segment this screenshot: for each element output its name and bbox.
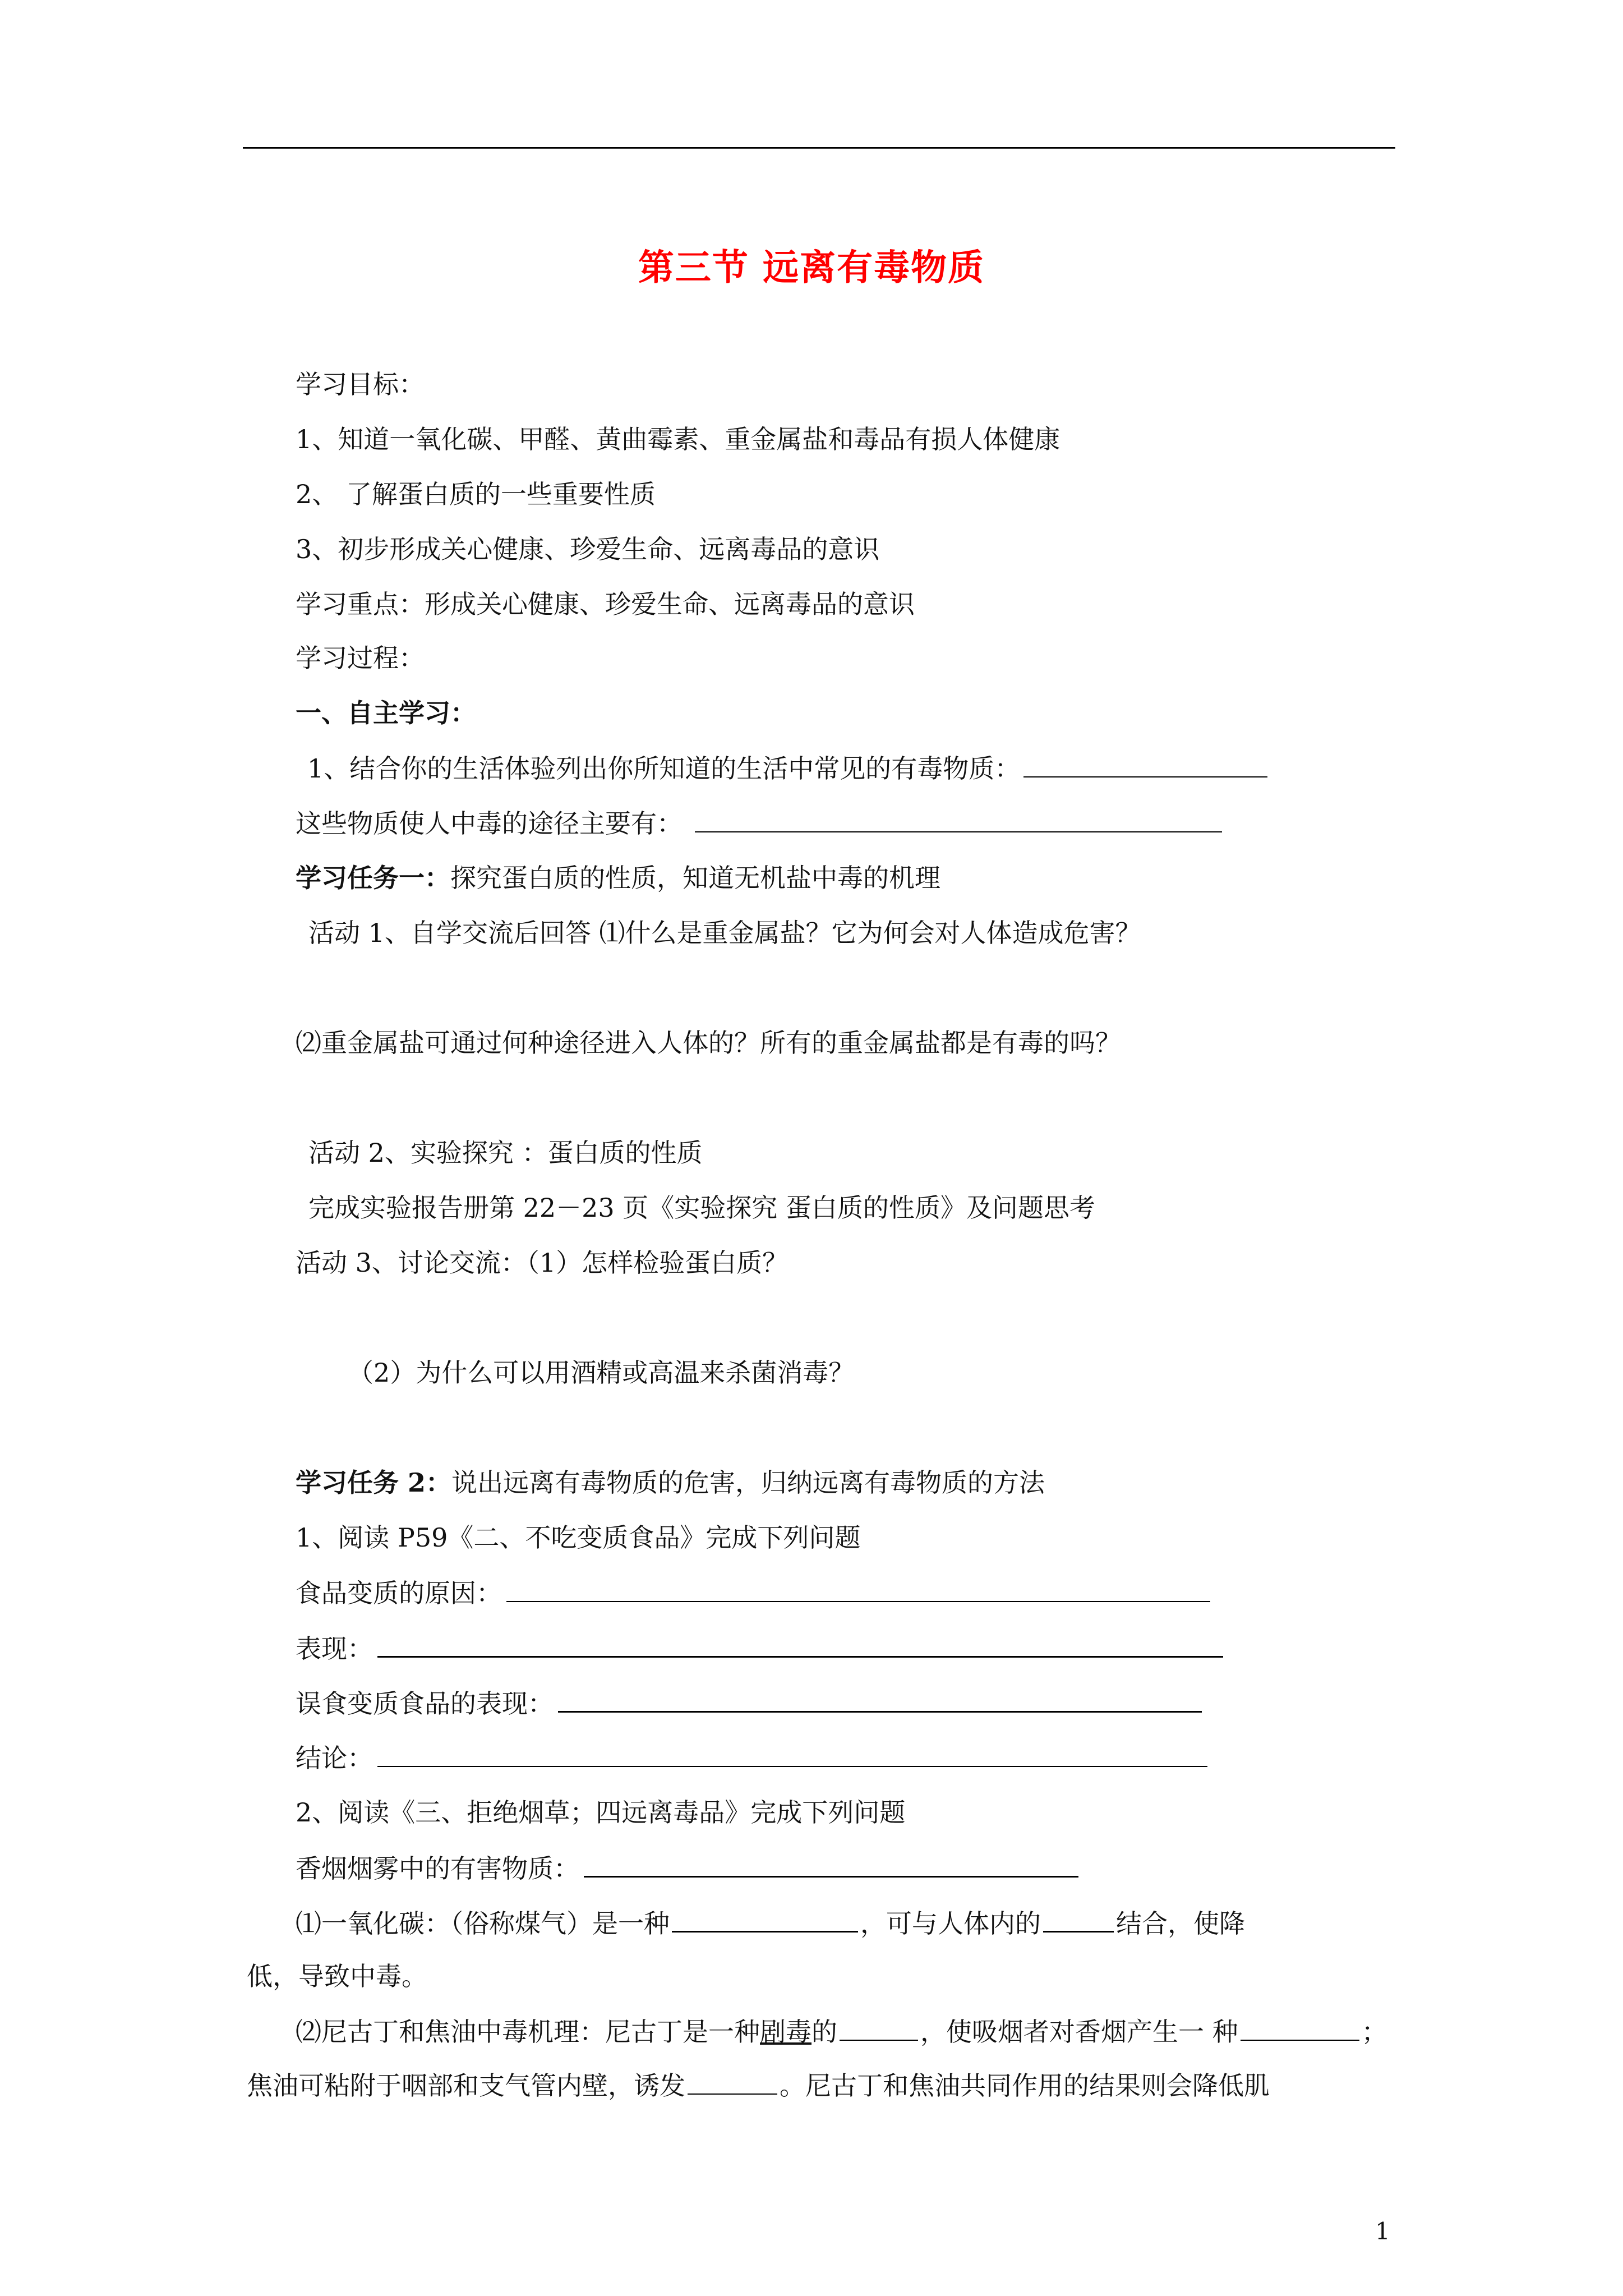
smoke-harm-label: 香烟烟雾中的有害物质：: [296, 1853, 579, 1884]
spoil-sign-label: 表现：: [296, 1634, 373, 1664]
nicotine-text-2: 的: [811, 2017, 837, 2047]
activity-3: 活动 3、讨论交流：（1）怎样检验蛋白质？: [296, 1248, 789, 1278]
activity-2: 活动 2、实验探究 ：蛋白质的性质: [308, 1138, 703, 1168]
answer-blank[interactable]: [688, 2070, 777, 2095]
header-rule: [243, 147, 1395, 149]
activity-1-question-2: ⑵重金属盐可通过何种途径进入人体的？所有的重金属盐都是有毒的吗？: [296, 1028, 1121, 1058]
question-1-text: 1、结合你的生活体验列出你所知道的生活中常见的有毒物质：: [307, 753, 1021, 784]
task-2-label: 学习任务 2：: [296, 1467, 452, 1498]
objective-1: 1、知道一氧化碳、甲醛、黄曲霉素、重金属盐和毒品有损人体健康: [296, 424, 1061, 454]
key-point: 学习重点：形成关心健康、珍爱生命、远离毒品的意识: [296, 589, 915, 619]
question-1-route: [296, 808, 1222, 839]
route-label: 这些物质使人中毒的途径主要有：: [296, 808, 683, 839]
question-1: [307, 753, 1267, 784]
section-1-heading: 一、自主学习：: [296, 698, 476, 728]
co-line: [296, 1907, 1245, 1939]
answer-blank[interactable]: [695, 808, 1222, 832]
co-text-3: 结合，使降: [1116, 1908, 1245, 1939]
spoil-conclusion: [296, 1742, 1207, 1774]
spoil-conclusion-label: 结论：: [296, 1743, 373, 1773]
task-1: [296, 863, 940, 894]
co-text-1: ⑴一氧化碳：（俗称煤气）是一种: [296, 1908, 670, 1939]
objective-2: 2、 了解蛋白质的一些重要性质: [296, 479, 656, 509]
co-line-cont: 低，导致中毒。: [247, 1961, 427, 1991]
answer-blank[interactable]: [1023, 753, 1267, 777]
activity-1: 活动 1、自学交流后回答 ⑴什么是重金属盐？它为何会对人体造成危害？: [308, 918, 1141, 948]
task-2: [296, 1467, 1045, 1498]
activity-2-detail: 完成实验报告册第 22－23 页《实验探究 蛋白质的性质》及问题思考: [308, 1193, 1095, 1223]
answer-blank[interactable]: [672, 1907, 858, 1932]
answer-blank[interactable]: [377, 1632, 1223, 1658]
answer-blank[interactable]: [506, 1577, 1210, 1602]
answer-blank[interactable]: [840, 2016, 918, 2041]
answer-blank[interactable]: [1241, 2016, 1359, 2041]
nicotine-underlined: 剧毒: [760, 2017, 811, 2047]
read-1: 1、阅读 P59《二、不吃变质食品》完成下列问题: [296, 1522, 861, 1553]
smoke-harm: [296, 1852, 1078, 1884]
activity-3-question-2: （2）为什么可以用酒精或高温来杀菌消毒？: [348, 1358, 855, 1388]
co-text-2: ，可与人体内的: [860, 1908, 1041, 1939]
tar-text-2: 。尼古丁和焦油共同作用的结果则会降低肌: [780, 2070, 1270, 2101]
spoil-sign: [296, 1632, 1223, 1664]
objectives-heading: 学习目标：: [296, 369, 425, 399]
answer-blank[interactable]: [558, 1687, 1202, 1713]
tar-line: [247, 2070, 1270, 2101]
answer-blank[interactable]: [1043, 1907, 1114, 1932]
nicotine-text-1: ⑵尼古丁和焦油中毒机理：尼古丁是一种: [296, 2017, 760, 2047]
page-number: 1: [1375, 2217, 1390, 2245]
spoil-cause-label: 食品变质的原因：: [296, 1578, 502, 1608]
objective-3: 3、初步形成关心健康、珍爱生命、远离毒品的意识: [296, 534, 880, 564]
nicotine-text-4: ；: [1361, 2017, 1387, 2047]
task-1-label: 学习任务一：: [296, 863, 450, 893]
nicotine-line: [296, 2016, 1387, 2047]
task-2-text: 说出远离有毒物质的危害，归纳远离有毒物质的方法: [451, 1467, 1045, 1498]
answer-blank[interactable]: [584, 1852, 1078, 1878]
spoil-cause: [296, 1577, 1210, 1609]
tar-text-1: 焦油可粘附于咽部和支气管内壁，诱发: [247, 2070, 685, 2101]
spoil-symptom-label: 误食变质食品的表现：: [296, 1688, 554, 1719]
read-2: 2、阅读《三、拒绝烟草；四远离毒品》完成下列问题: [296, 1797, 906, 1828]
nicotine-text-3: ，使吸烟者对香烟产生一 种: [920, 2017, 1238, 2047]
spoil-symptom: [296, 1687, 1202, 1719]
answer-blank[interactable]: [377, 1742, 1207, 1767]
task-1-text: 探究蛋白质的性质，知道无机盐中毒的机理: [450, 863, 940, 893]
process-heading: 学习过程：: [296, 643, 425, 673]
page-title: 第三节 远离有毒物质: [638, 247, 985, 289]
